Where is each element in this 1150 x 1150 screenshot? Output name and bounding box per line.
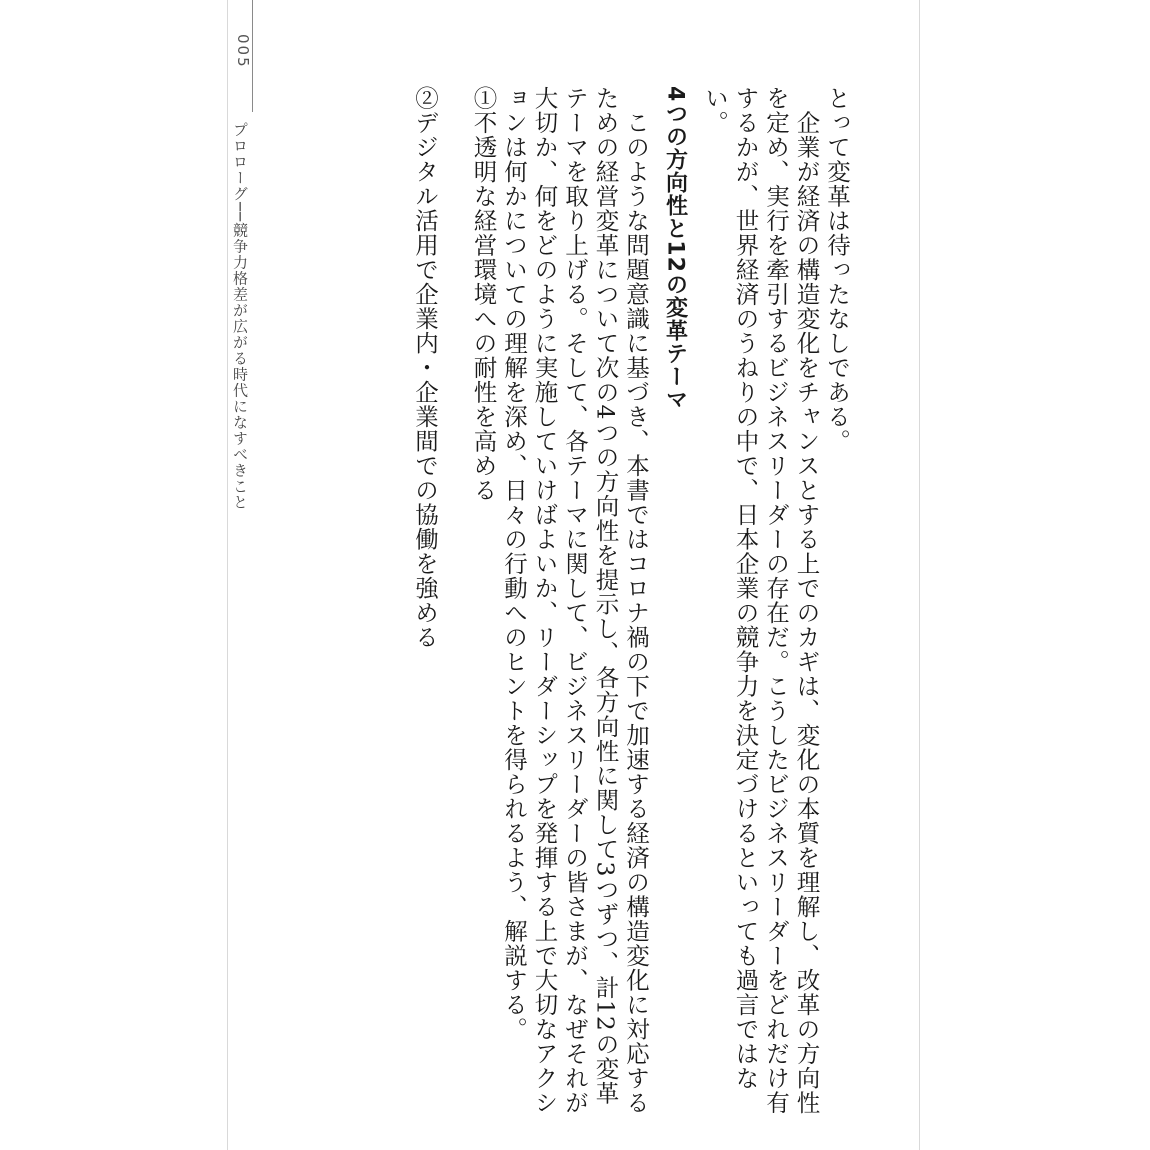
page-number: 005 bbox=[234, 34, 252, 69]
list-item: ②デジタル活用で企業内・企業間での協働を強める bbox=[411, 86, 439, 650]
body-text bbox=[287, 86, 852, 1116]
paragraph: とって変革は待ったなしである。 bbox=[823, 86, 851, 454]
paragraph: このような問題意識に基づき、本書ではコロナ禍の下で加速する経済の構造変化に対応するための経営変革について次の4つの方向性を提示し、各方向性に関して3つずつ、計12の変革テーマを取り上げる。そして、各テーマに関して、ビジネスリーダーの皆さまが、なぜそれが大切か、何をどのように実施していけばよいか、リーダーシップを発揮する上で大切なアクションは何かについての理解を深め、日々の行動へのヒントを得られるよう、解説する。 bbox=[500, 86, 650, 1115]
list-item: ①不透明な経営環境への耐性を高める bbox=[469, 86, 498, 503]
running-head: プロローグ──競争力格差が広がる時代になすべきこと bbox=[231, 122, 249, 511]
paragraph: 企業が経済の構造変化をチャンスとする上でのカギは、変化の本質を理解し、改革の方向性を定め、実行を牽引するビジネスリーダーの存在だ。こうしたビジネスリーダーをどれだけ有するかが、世界経済のうねりの中で、日本企業の競争力を決定づけるといっても過言ではない。 bbox=[701, 86, 821, 1115]
section-heading: 4つの方向性と12の変革テーマ bbox=[662, 86, 688, 411]
margin-rule bbox=[252, 0, 253, 112]
